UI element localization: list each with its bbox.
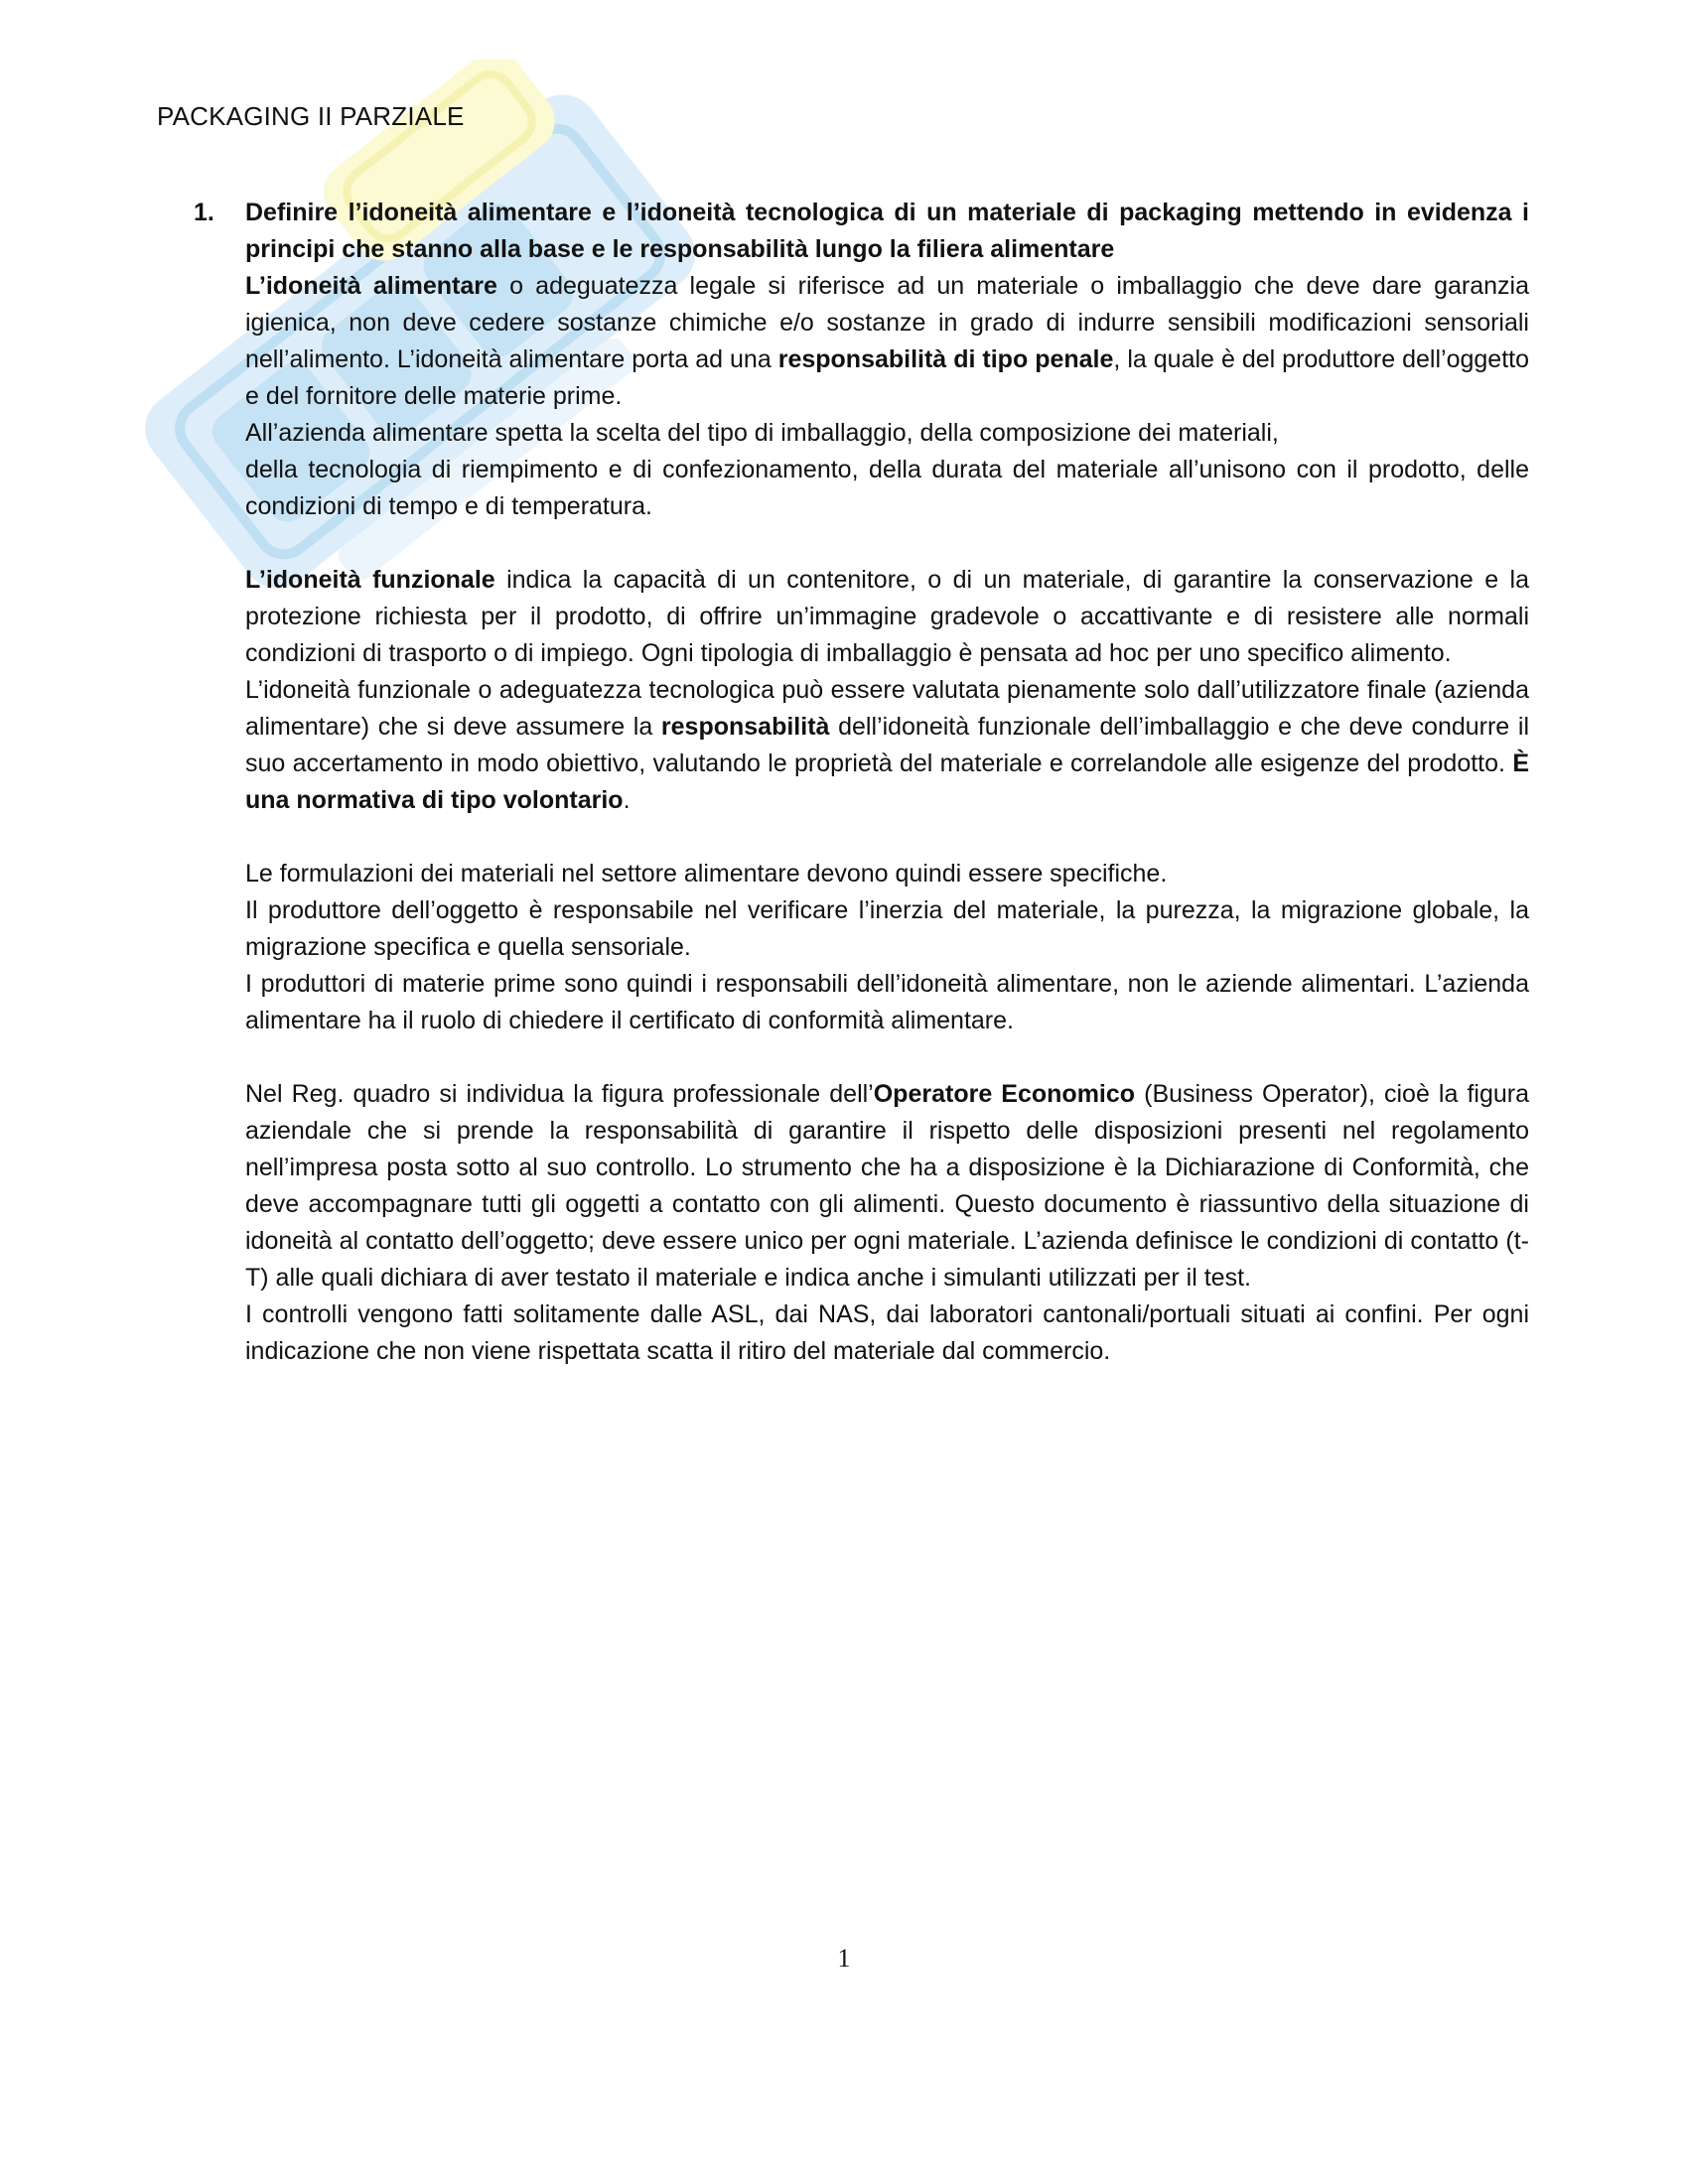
paragraph-operatore-economico	[245, 1076, 1529, 1297]
bold-term: L’idoneità funzionale	[245, 566, 495, 594]
bold-term: responsabilità	[660, 713, 830, 741]
document-header-title: PACKAGING II PARZIALE	[157, 101, 465, 131]
paragraph-spacer	[245, 1039, 1529, 1076]
bold-term: È una normativa di tipo volontario	[245, 750, 1529, 814]
paragraph-controlli: I controlli vengono fatti solitamente dalle ASL, dai NAS, dai laboratori cantonali/portuali situati ai confini. Per ogni indicazione che non viene rispettata scatta il ritiro del materiale dal commercio.	[245, 1300, 1529, 1365]
paragraph-adeguatezza-tecnologica	[245, 672, 1529, 819]
page-number: 1	[837, 1944, 851, 1973]
paragraph-text: , la quale è del produttore dell’oggetto e del fornitore delle materie prime.	[245, 345, 1530, 410]
paragraph-text: L’idoneità funzionale o adeguatezza tecnologica può essere valutata pienamente solo dall’utilizzatore finale (azienda alimentare) che si deve assumere la	[245, 676, 1529, 741]
paragraph-text: o adeguatezza legale si riferisce ad un materiale o imballaggio che deve dare garanzia igienica, non deve cedere sostanze chimiche e/o sostanze in grado di indurre sensibili modificazioni sensoriali nell’alimento. L’idoneità alimentare porta ad una	[245, 272, 1529, 373]
paragraph-spacer	[245, 819, 1529, 856]
paragraph-idoneita-alimentare	[245, 268, 1529, 415]
paragraph-idoneita-funzionale	[245, 562, 1529, 672]
paragraph-text: dell’idoneità funzionale dell’imballaggio e che deve condurre il suo accertamento in modo obiettivo, valutando le proprietà del materiale e correlandole alle esigenze del prodotto.	[245, 713, 1529, 777]
paragraph-text: .	[623, 786, 631, 814]
question-title: Definire l’idoneità alimentare e l’idoneità tecnologica di un materiale di packaging mettendo in evidenza i principi che stanno alla base e le responsabilità lungo la filiera alimentare	[245, 199, 1529, 263]
question-number: 1.	[194, 199, 214, 226]
paragraph-spacer	[245, 525, 1529, 562]
bold-term: L’idoneità alimentare	[245, 272, 497, 300]
question-body	[245, 195, 1529, 1370]
paragraph-text: (Business Operator), cioè la figura aziendale che si prende la responsabilità di garantire il rispetto delle disposizioni presenti nel regolamento nell’impresa posta sotto al suo controllo. Lo strumento che ha a disposizione è la Dichiarazione di Conformità, che deve accompagnare tutti gli oggetti a contatto con gli alimenti. Questo documento è riassuntivo della situazione di idoneità al contatto dell’oggetto; deve essere unico per ogni materiale. L’azienda definisce le condizioni di contatto (t-T) alle quali dichiara di aver testato il materiale e indica anche i simulanti utilizzati per il test.	[245, 1080, 1530, 1292]
document-body	[194, 195, 1529, 1370]
paragraph-tecnologia: della tecnologia di riempimento e di confezionamento, della durata del materiale all’unisono con il prodotto, delle condizioni di tempo e di temperatura.	[245, 456, 1529, 520]
paragraph-formulazioni: Le formulazioni dei materiali nel settore alimentare devono quindi essere specifiche.	[245, 860, 1168, 887]
paragraph-produttore-oggetto: Il produttore dell’oggetto è responsabile nel verificare l’inerzia del materiale, la purezza, la migrazione globale, la migrazione specifica e quella sensoriale.	[245, 896, 1529, 961]
paragraph-azienda-scelta: All’azienda alimentare spetta la scelta del tipo di imballaggio, della composizione dei materiali,	[245, 419, 1279, 447]
paragraph-produttori-materie-prime: I produttori di materie prime sono quindi i responsabili dell’idoneità alimentare, non le aziende alimentari. L’azienda alimentare ha il ruolo di chiedere il certificato di conformità alimentare.	[245, 970, 1529, 1034]
question-block	[194, 195, 1529, 1370]
paragraph-text: indica la capacità di un contenitore, o di un materiale, di garantire la conservazione e la protezione richiesta per il prodotto, di offrire un’immagine gradevole o accattivante e di resistere alle normali condizioni di trasporto o di impiego. Ogni tipologia di imballaggio è pensata ad hoc per uno specifico alimento.	[245, 566, 1529, 667]
paragraph-text: Nel Reg. quadro si individua la figura professionale dell’	[245, 1080, 874, 1108]
bold-term: Operatore Economico	[873, 1080, 1136, 1108]
bold-term: responsabilità di tipo penale	[777, 345, 1114, 373]
